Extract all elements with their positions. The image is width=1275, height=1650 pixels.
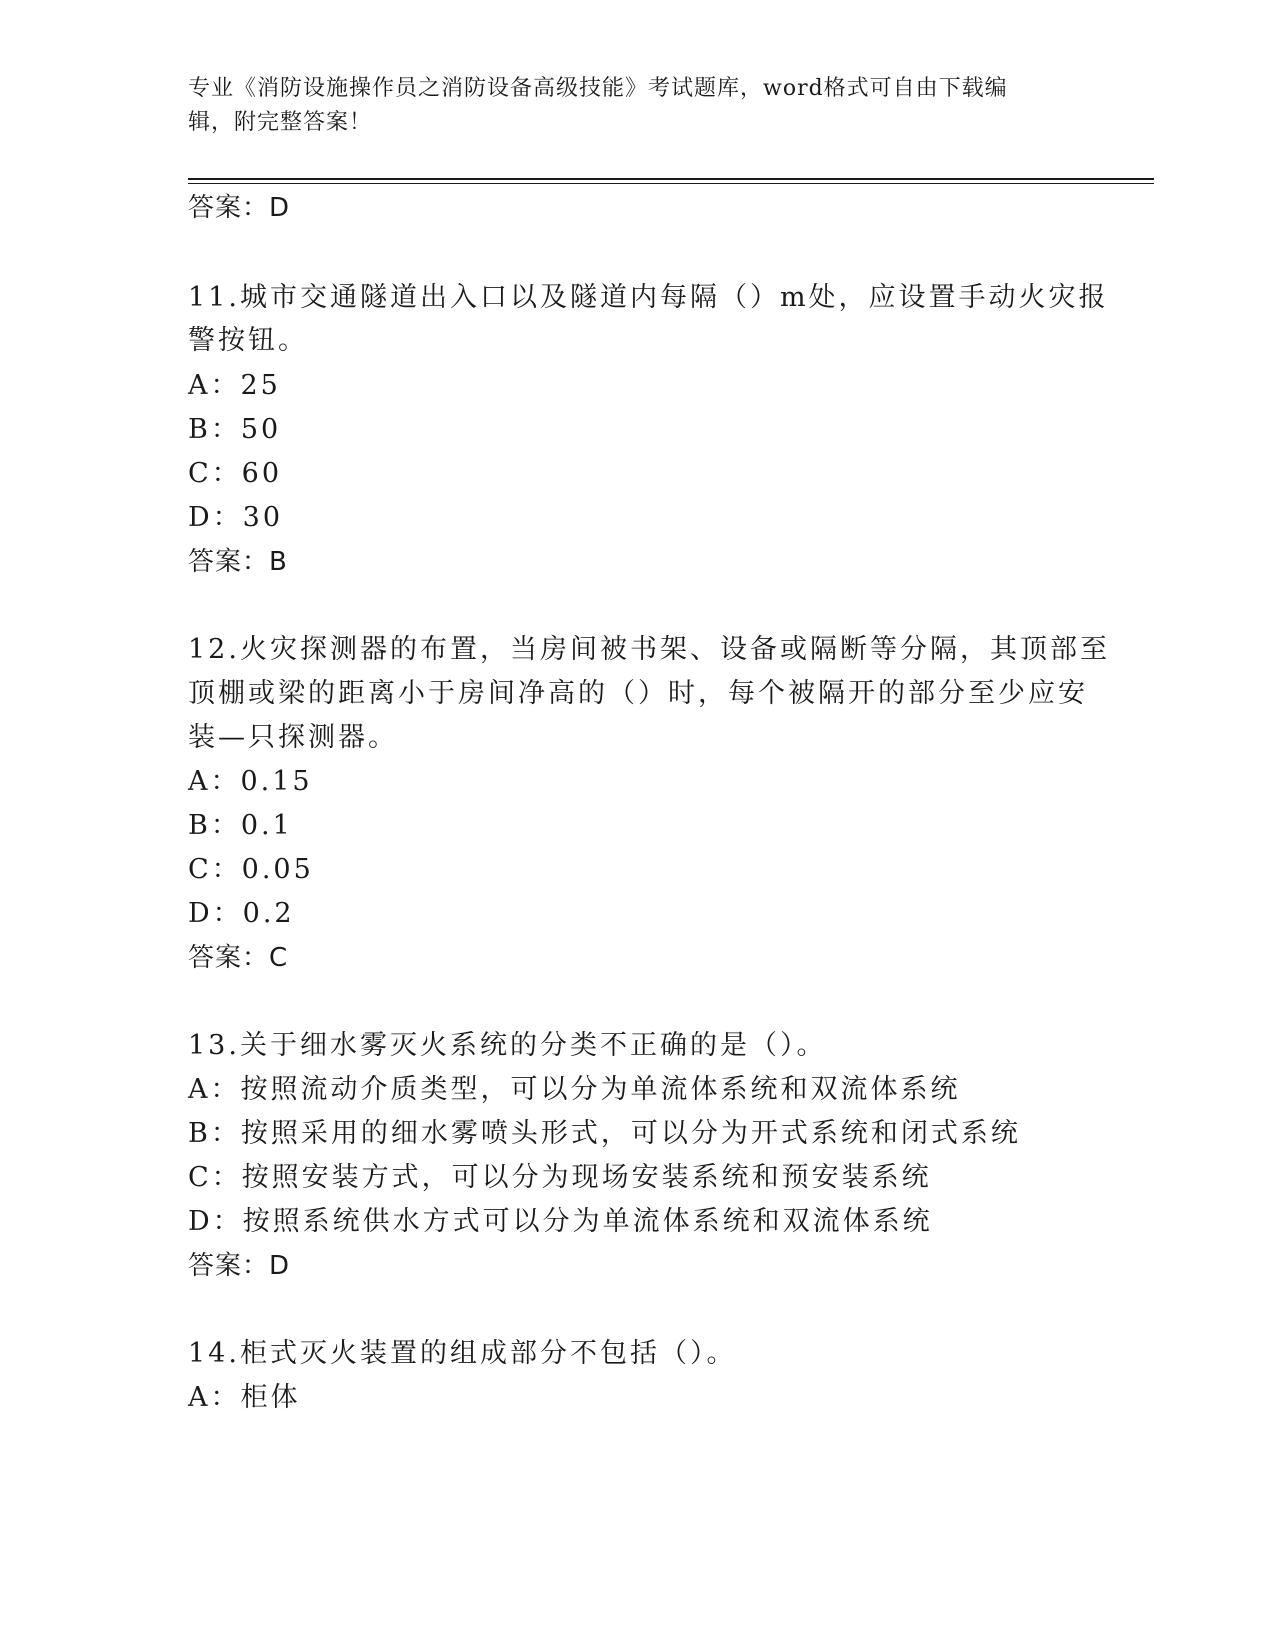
header-divider-thin	[188, 183, 1154, 184]
question-13-stem-line-1: 13.关于细水雾灭火系统的分类不正确的是（）。	[188, 1030, 827, 1061]
question-12-stem-line-1: 12.火灾探测器的布置，当房间被书架、设备或隔断等分隔，其顶部至	[188, 634, 1110, 665]
question-11-stem-line-1: 11.城市交通隧道出入口以及隧道内每隔（）m处，应设置手动火灾报	[188, 282, 1109, 313]
question-11-answer: 答案：B	[188, 547, 288, 577]
question-12-option-b: B：0.1	[188, 810, 293, 841]
question-12-stem-line-2: 顶棚或梁的距离小于房间净高的（）时，每个被隔开的部分至少应安	[188, 678, 1088, 709]
question-11-option-d: D：30	[188, 502, 284, 533]
question-11-option-c: C：60	[188, 458, 283, 489]
question-12-answer: 答案：C	[188, 943, 289, 973]
question-12-stem-line-3: 装—只探测器。	[188, 722, 398, 753]
answer-line: 答案：D	[188, 193, 291, 223]
header-line-1: 专业《消防设施操作员之消防设备高级技能》考试题库，word格式可自由下载编	[188, 76, 1008, 101]
question-11-stem-line-2: 警按钮。	[188, 325, 308, 356]
header-line-2: 辑，附完整答案！	[188, 110, 373, 135]
question-12-option-a: A：0.15	[188, 766, 313, 797]
question-13-option-b: B：按照采用的细水雾喷头形式，可以分为开式系统和闭式系统	[188, 1118, 1021, 1149]
question-14-option-a: A：柜体	[188, 1382, 301, 1413]
question-11-option-a: A：25	[188, 370, 281, 401]
question-11-option-b: B：50	[188, 414, 282, 445]
question-12-option-c: C：0.05	[188, 854, 314, 885]
question-13-option-a: A：按照流动介质类型，可以分为单流体系统和双流体系统	[188, 1074, 961, 1105]
question-13-answer: 答案：D	[188, 1251, 291, 1281]
question-12-option-d: D：0.2	[188, 898, 295, 929]
question-13-option-d: D：按照系统供水方式可以分为单流体系统和双流体系统	[188, 1206, 933, 1237]
document-header	[188, 72, 1068, 140]
question-13-option-c: C：按照安装方式，可以分为现场安装系统和预安装系统	[188, 1162, 932, 1193]
question-14-stem-line-1: 14.柜式灭火装置的组成部分不包括（）。	[188, 1338, 737, 1369]
header-divider-thick	[188, 178, 1154, 180]
